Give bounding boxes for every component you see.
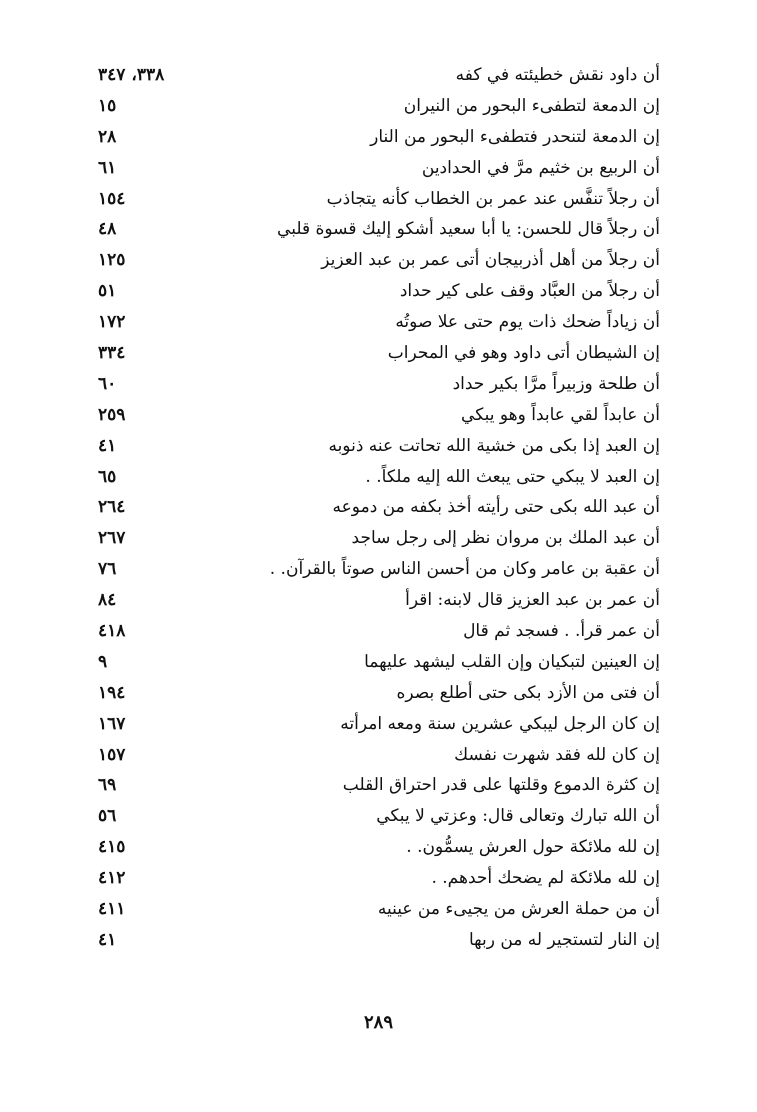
index-entry [98,400,660,431]
index-entry [98,338,660,369]
entry-page-refs: ٨٤ [98,590,117,611]
entry-text: أن رجلاً من العبَّاد وقف على كير حداد [399,281,660,302]
entry-text: أن فتى من الأزد بكى حتى أطلع بصره [396,682,660,703]
entry-text: إن العبد إذا بكى من خشية الله تحاتت عنه ذنوبه [328,435,660,456]
index-entry [98,585,660,616]
entry-text: إن كان الرجل ليبكي عشرين سنة ومعه امرأته [340,713,660,734]
index-entry [98,91,660,122]
entry-page-refs: ٣٣٤ [98,343,126,364]
entry-text: أن عبد الله بكى حتى رأيته أخذ بكفه من دموعه [332,497,660,518]
entry-text: إن العبد لا يبكي حتى يبعث الله إليه ملكاً. . [365,466,660,487]
entry-text: أن من حملة العرش من يجيىء من عينيه [377,899,660,920]
index-entry [98,462,660,493]
entry-page-refs: ٢٦٧ [98,528,126,549]
entry-page-refs: ٧٦ [98,559,117,580]
index-entry [98,894,660,925]
entry-page-refs: ٢٦٤ [98,497,126,518]
entry-page-refs: ١٥٧ [98,744,126,765]
entry-page-refs: ١٥ [98,95,117,116]
index-entry [98,647,660,678]
entry-page-refs: ٦٩ [98,775,117,796]
entry-text: أن عمر بن عبد العزيز قال لابنه: اقرأ [405,590,660,611]
page-number: ٢٨٩ [363,1012,393,1033]
entry-text: أن عقبة بن عامر وكان من أحسن الناس صوتاً بالقرآن. . [269,559,660,580]
index-entry [98,709,660,740]
entry-page-refs: ٤١٥ [98,837,126,858]
entry-text: أن الله تبارك وتعالى قال: وعزتي لا يبكي [376,806,660,827]
entry-page-refs: ٣٣٨، ٣٤٧ [98,65,165,85]
entry-text: أن الربيع بن خثيم مرَّ في الحدادين [421,157,660,178]
entry-page-refs: ١٦٧ [98,713,126,734]
index-entry [98,122,660,153]
entry-page-refs: ١٧٢ [98,312,126,333]
entry-page-refs: ٤١ [98,435,117,456]
index-entry [98,740,660,771]
entry-text: أن داود نقش خطيئته في كفه [455,65,660,85]
index-entry [98,184,660,215]
entry-text: إن الدمعة لتنحدر فتطفىء البحور من النار [370,126,660,147]
index-entry [98,276,660,307]
entry-page-refs: ١٥٤ [98,188,126,209]
entry-page-refs: ٤١١ [98,899,126,920]
entry-text: أن عبد الملك بن مروان نظر إلى رجل ساجد [351,528,660,549]
entry-text: أن رجلاً تنفَّس عند عمر بن الخطاب كأنه يتجاذب [326,188,660,209]
index-entry [98,832,660,863]
index-entry [98,616,660,647]
entry-page-refs: ٩ [98,651,108,672]
entry-page-refs: ٤٨ [98,219,117,240]
index-entry [98,863,660,894]
entry-text: إن الشيطان أتى داود وهو في المحراب [387,343,660,364]
entry-text: أن رجلاً من أهل أذربيجان أتى عمر بن عبد العزيز [321,250,660,271]
index-entry [98,431,660,462]
index-list [98,60,660,956]
entry-text: إن لله ملائكة لم يضحك أحدهم. . [431,868,660,889]
entry-text: إن الدمعة لتطفىء البحور من النيران [403,95,660,116]
entry-page-refs: ١٢٥ [98,250,126,271]
index-entry [98,369,660,400]
entry-page-refs: ٤١٢ [98,868,126,889]
index-entry [98,770,660,801]
index-entry [98,245,660,276]
entry-text: أن عابداً لقي عابداً وهو يبكي [461,404,660,425]
entry-text: أن زياداً ضحك ذات يوم حتى علا صوتُه [395,312,660,333]
entry-page-refs: ٥١ [98,281,117,302]
entry-page-refs: ٦٥ [98,466,117,487]
entry-text: إن كثرة الدموع وقلتها على قدر احتراق القلب [342,775,660,796]
index-entry [98,307,660,338]
entry-page-refs: ٦٠ [98,373,117,394]
index-entry [98,678,660,709]
entry-page-refs: ٦١ [98,157,117,178]
index-entry [98,153,660,184]
index-entry [98,523,660,554]
index-entry [98,492,660,523]
entry-text: أن طلحة وزبيراً مرَّا بكير حداد [452,373,660,394]
entry-text: إن النار لتستجير له من ربها [468,929,660,950]
index-entry [98,60,660,91]
entry-page-refs: ٢٥٩ [98,404,126,425]
entry-page-refs: ١٩٤ [98,682,126,703]
entry-text: إن كان لله فقد شهرت نفسك [454,744,660,765]
index-entry [98,925,660,956]
entry-page-refs: ٥٦ [98,806,117,827]
entry-page-refs: ٢٨ [98,126,117,147]
entry-text: إن العينين لتبكيان وإن القلب ليشهد عليهما [364,651,660,672]
index-entry [98,214,660,245]
entry-text: أن رجلاً قال للحسن: يا أبا سعيد أشكو إليك قسوة قلبي [277,219,660,240]
index-entry [98,801,660,832]
entry-page-refs: ٤١ [98,929,117,950]
index-entry [98,554,660,585]
entry-page-refs: ٤١٨ [98,621,126,642]
entry-text: أن عمر قرأ. . فسجد ثم قال [463,621,660,642]
entry-text: إن لله ملائكة حول العرش يسمُّون. . [406,837,660,858]
